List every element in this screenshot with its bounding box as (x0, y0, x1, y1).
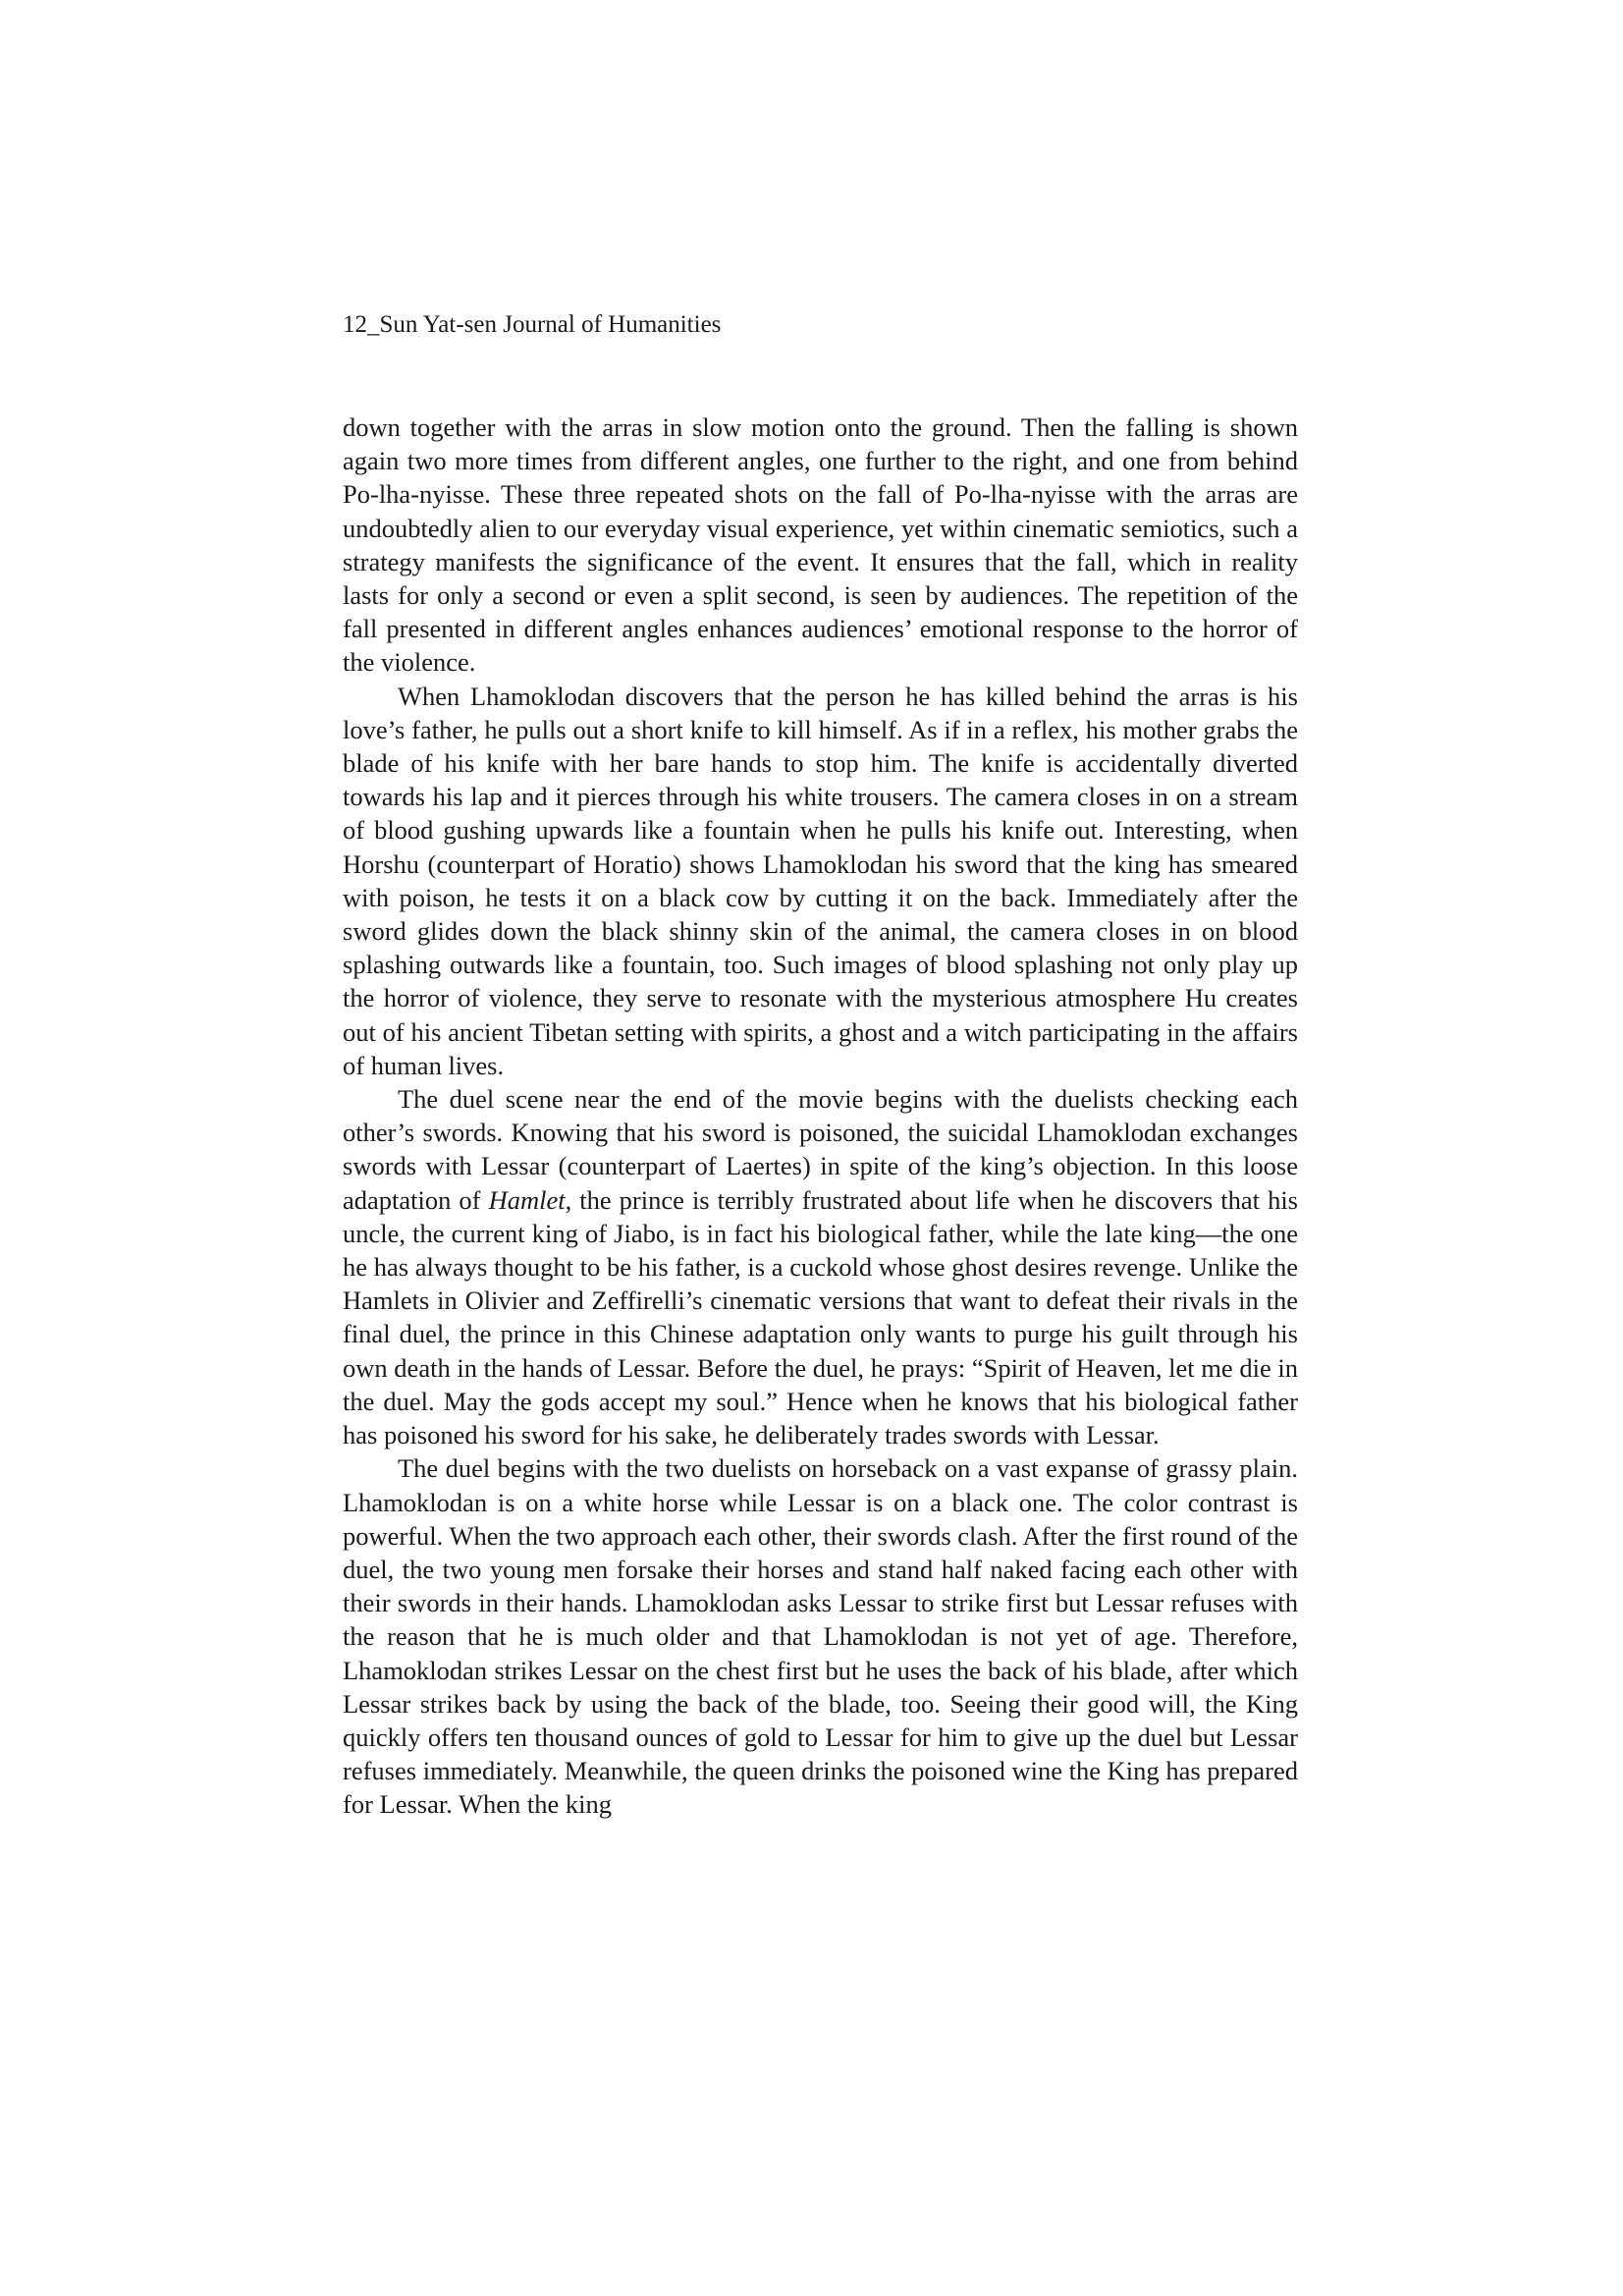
running-header: 12_Sun Yat-sen Journal of Humanities (343, 311, 722, 338)
paragraph-3-text-start: The duel scene near the end of the movie begins with the duelists checking each other’s swords. Knowing that his sword is poisoned, the suicidal Lhamoklodan exchanges swords with Lessar (counterpart of Laertes) in spite of the king’s objection. In this loose adaptation of (343, 1084, 1298, 1215)
paragraph-3-text-end: , the prince is terribly frustrated about life when he discovers that his uncle, the current king of Jiabo, is in fact his biological father, while the late king—the one he has always thought to be his father, is a cuckold whose ghost desires revenge. Unlike the Hamlets in Olivier and Zeffirelli’s cinematic versions that want to defeat their rivals in the final duel, the prince in this Chinese adaptation only wants to purge his guilt through his own death in the hands of Lessar. Before the duel, he prays: “Spirit of Heaven, let me die in the duel. May the gods accept my soul.” Hence when he knows that his biological father has poisoned his sword for his sake, he deliberately trades swords with Lessar. (343, 1184, 1298, 1450)
paragraph-2: When Lhamoklodan discovers that the person he has killed behind the arras is his love’s father, he pulls out a short knife to kill himself. As if in a reflex, his mother grabs the blade of his knife with her bare hands to stop him. The knife is accidentally diverted towards his lap and it pierces through his white trousers. The camera closes in on a stream of blood gushing upwards like a fountain when he pulls his knife out. Interesting, when Horshu (counterpart of Horatio) shows Lhamoklodan his sword that the king has smeared with poison, he tests it on a black cow by cutting it on the back. Immediately after the sword glides down the black shinny skin of the animal, the camera closes in on blood splashing outwards like a fountain, too. Such images of blood splashing not only play up the horror of violence, they serve to resonate with the mysterious atmosphere Hu creates out of his ancient Tibetan setting with spirits, a ghost and a witch participating in the affairs of human lives. (343, 681, 1298, 1080)
body-text (343, 410, 1298, 1822)
work-title-hamlet: Hamlet (488, 1184, 566, 1215)
paragraph-1: down together with the arras in slow motion onto the ground. Then the falling is shown again two more times from different angles, one further to the right, and one from behind Po-lha-nyisse. These three repeated shots on the fall of Po-lha-nyisse with the arras are undoubtedly alien to our everyday visual experience, yet within cinematic semiotics, such a strategy manifests the significance of the event. It ensures that the fall, which in reality lasts for only a second or even a split second, is seen by audiences. The repetition of the fall presented in different angles enhances audiences’ emotional response to the horror of the violence. (343, 412, 1298, 678)
paragraph-4: The duel begins with the two duelists on horseback on a vast expanse of grassy plain. Lhamoklodan is on a white horse while Lessar is on a black one. The color contrast is powerful. When the two approach each other, their swords clash. After the first round of the duel, the two young men forsake their horses and stand half naked facing each other with their swords in their hands. Lhamoklodan asks Lessar to strike first but Lessar refuses with the reason that he is much older and that Lhamoklodan is not yet of age. Therefore, Lhamoklodan strikes Lessar on the chest first but he uses the back of his blade, after which Lessar strikes back by using the back of the blade, too. Seeing their good will, the King quickly offers ten thousand ounces of gold to Lessar for him to give up the duel but Lessar refuses immediately. Meanwhile, the queen drinks the poisoned wine the King has prepared for Lessar. When the king (343, 1453, 1298, 1820)
paragraph-3 (343, 1082, 1298, 1451)
